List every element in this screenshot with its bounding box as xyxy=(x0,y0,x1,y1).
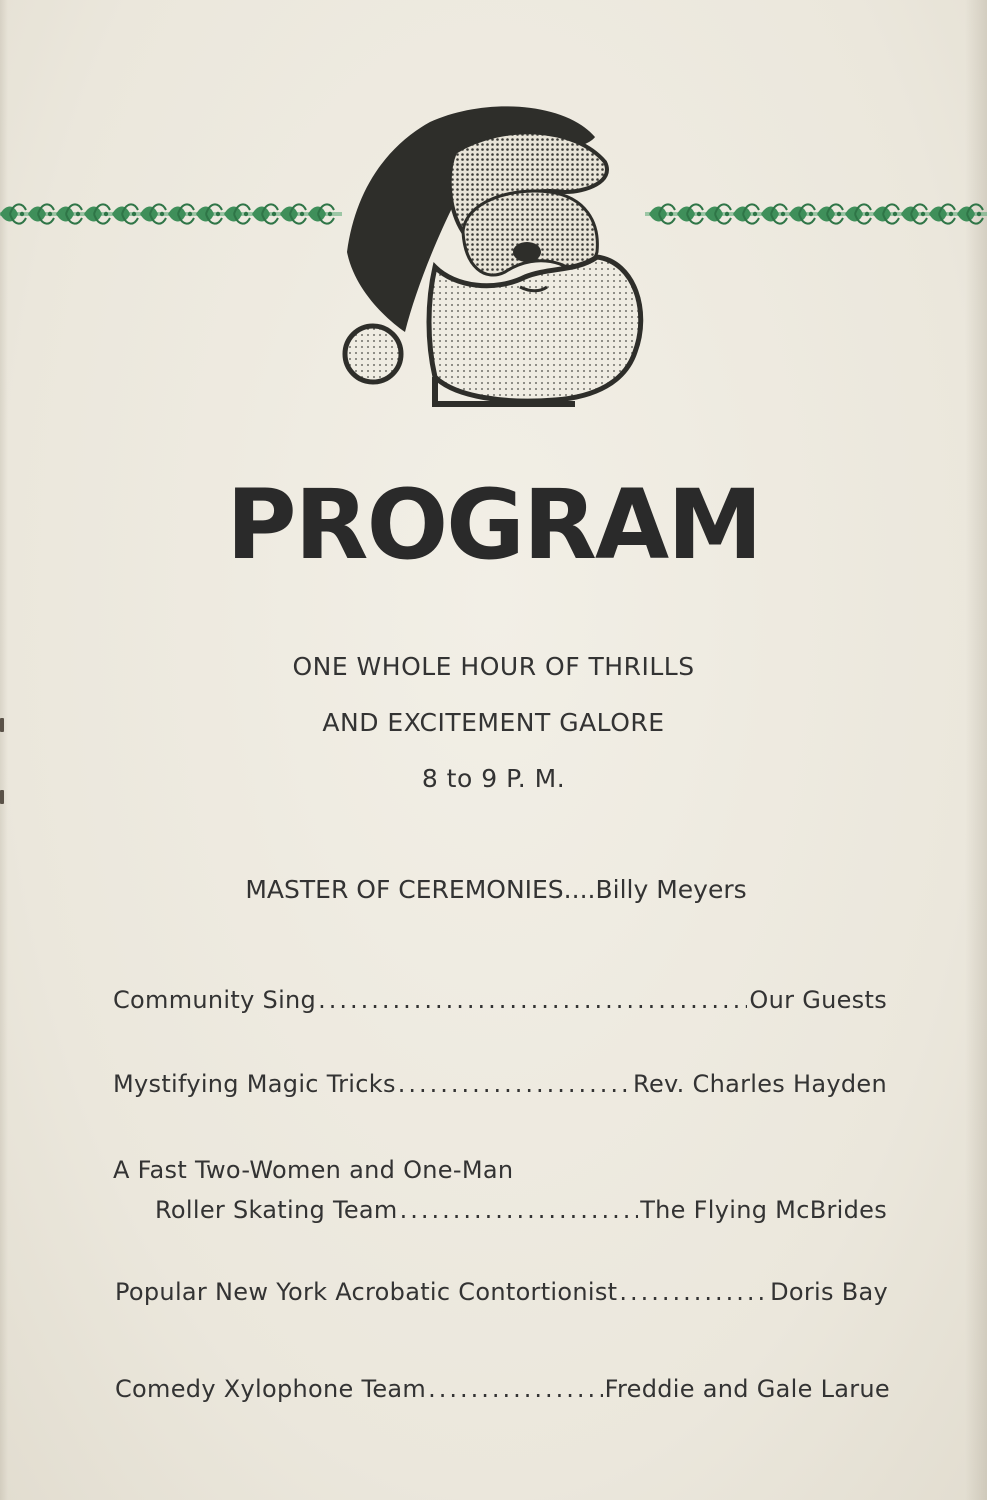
performer-name: Our Guests xyxy=(749,986,887,1014)
performer-name: Rev. Charles Hayden xyxy=(633,1070,887,1098)
dot-leader xyxy=(400,1196,639,1224)
page-title: PROGRAM xyxy=(226,469,761,581)
subtitle-line-2: AND EXCITEMENT GALORE xyxy=(322,708,665,737)
mc-label: MASTER OF CEREMONIES.... xyxy=(245,875,596,904)
performer-name: Doris Bay xyxy=(770,1278,888,1306)
performer-name: Freddie and Gale Larue xyxy=(604,1375,890,1403)
program-item-2 xyxy=(113,1070,887,1098)
program-item-3-line-1: A Fast Two-Women and One-Man xyxy=(113,1156,514,1184)
act-name: Roller Skating Team xyxy=(155,1196,398,1224)
dot-leader xyxy=(619,1278,768,1306)
master-of-ceremonies xyxy=(0,875,987,904)
holly-garland-right-icon xyxy=(645,198,987,230)
dot-leader xyxy=(318,986,747,1014)
mc-name: Billy Meyers xyxy=(595,875,747,904)
act-name: Comedy Xylophone Team xyxy=(115,1375,427,1403)
program-item-1 xyxy=(113,986,887,1014)
act-name: Community Sing xyxy=(113,986,317,1014)
act-name: Popular New York Acrobatic Contortionist xyxy=(115,1278,618,1306)
holly-garland-left-icon xyxy=(0,198,342,230)
santa-head-illustration-icon xyxy=(335,92,655,412)
act-name: Mystifying Magic Tricks xyxy=(113,1070,396,1098)
program-item-3 xyxy=(155,1196,887,1224)
performer-name: The Flying McBrides xyxy=(640,1196,887,1224)
event-time: 8 to 9 P. M. xyxy=(421,764,566,793)
program-item-5 xyxy=(115,1375,890,1403)
dot-leader xyxy=(428,1375,603,1403)
program-item-4 xyxy=(115,1278,888,1306)
dot-leader xyxy=(398,1070,631,1098)
subtitle-line-1: ONE WHOLE HOUR OF THRILLS xyxy=(292,652,695,681)
